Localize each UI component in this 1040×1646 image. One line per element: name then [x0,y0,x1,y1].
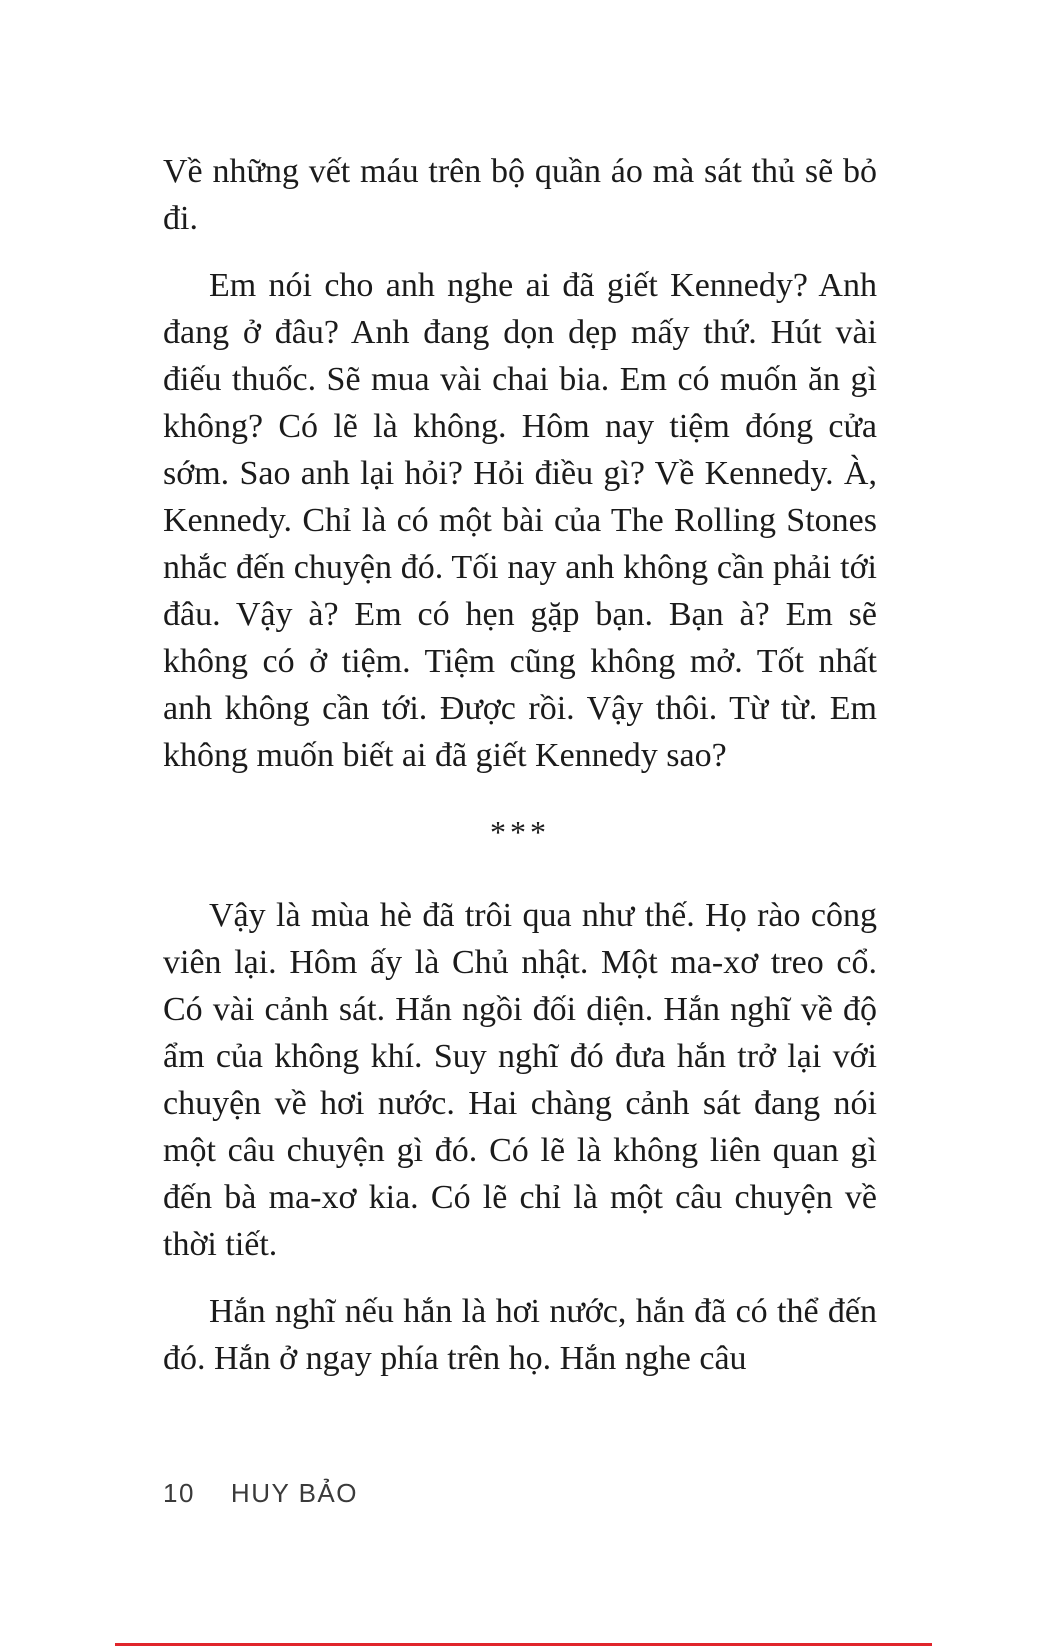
page-footer [163,1478,358,1509]
running-title: HUY BẢO [230,1478,358,1508]
paragraph: Em nói cho anh nghe ai đã giết Kennedy? Anh đang ở đâu? Anh đang dọn dẹp mấy thứ. Hút vài điếu thuốc. Sẽ mua vài chai bia. Em có muốn ăn gì không? Có lẽ là không. Hôm nay tiệm đóng cửa sớm. Sao anh lại hỏi? Hỏi điều gì? Về Kennedy. À, Kennedy. Chỉ là có một bài của The Rolling Stones nhắc đến chuyện đó. Tối nay anh không cần phải tới đâu. Vậy à? Em có hẹn gặp bạn. Bạn à? Em sẽ không có ở tiệm. Tiệm cũng không mở. Tốt nhất anh không cần tới. Được rồi. Vậy thôi. Từ từ. Em không muốn biết ai đã giết Kennedy sao? [163,267,877,774]
paragraph: Về những vết máu trên bộ quần áo mà sát thủ sẽ bỏ đi. [163,153,877,237]
text-block [163,148,877,1402]
paragraph: Vậy là mùa hè đã trôi qua như thế. Họ rào công viên lại. Hôm ấy là Chủ nhật. Một ma-xơ treo cổ. Có vài cảnh sát. Hắn ngồi đối diện. Hắn nghĩ về độ ẩm của không khí. Suy nghĩ đó đưa hắn trở lại với chuyện về hơi nước. Hai chàng cảnh sát đang nói một câu chuyện gì đó. Có lẽ là không liên quan gì đến bà ma-xơ kia. Có lẽ chỉ là một câu chuyện về thời tiết. [163,897,877,1263]
page-number: 10 [163,1478,195,1508]
section-separator: *** [490,814,550,850]
paragraph: Hắn nghĩ nếu hắn là hơi nước, hắn đã có thể đến đó. Hắn ở ngay phía trên họ. Hắn nghe câu [163,1293,877,1377]
